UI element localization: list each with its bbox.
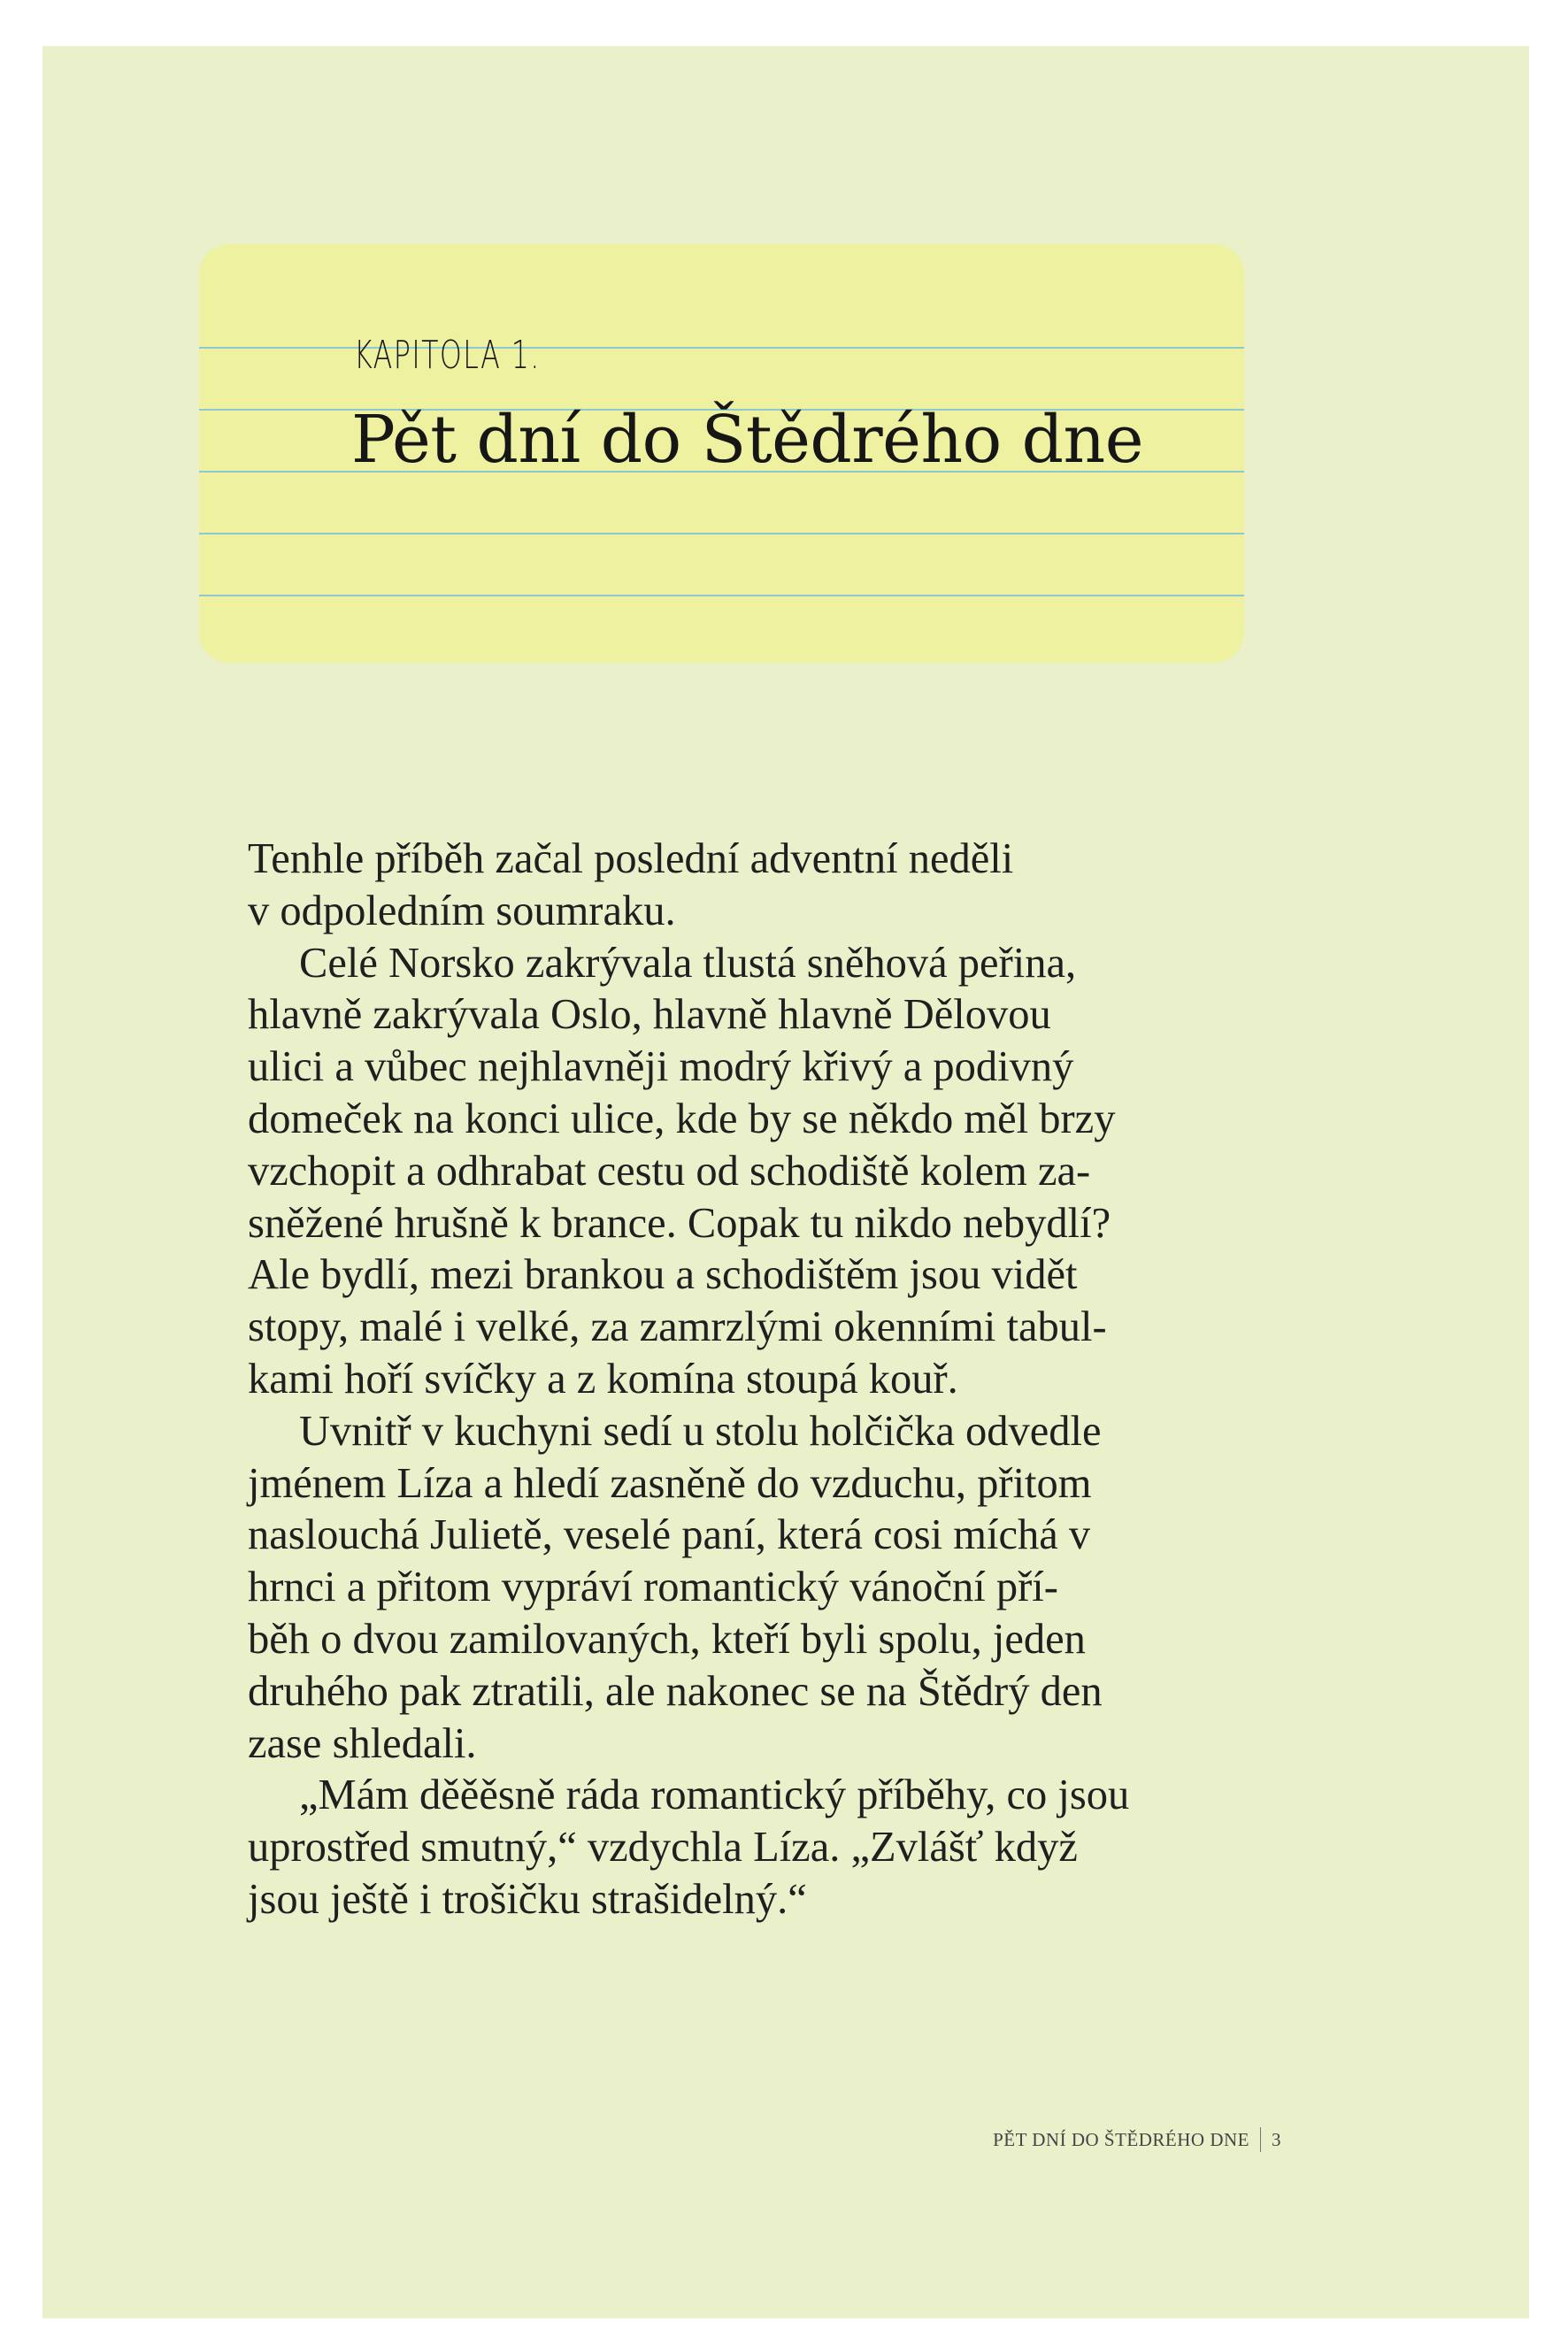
- text-line: v odpoledním soumraku.: [248, 887, 676, 934]
- text-line: „Mám děěěsně ráda romantický příběhy, co jsou: [299, 1772, 1130, 1819]
- ruled-line: [199, 595, 1244, 596]
- page-number: 3: [1272, 2128, 1281, 2150]
- text-line: Celé Norsko zakrývala tlustá sněhová peřina,: [299, 939, 1077, 987]
- text-line: naslouchá Julietě, veselé paní, která cosi míchá v: [248, 1511, 1091, 1559]
- chapter-heading-box: [199, 244, 1244, 663]
- text-line: kami hoří svíčky a z komína stoupá kouř.: [248, 1355, 958, 1403]
- text-line: jsou ještě i trošičku strašidelný.“: [248, 1875, 807, 1923]
- text-line: Tenhle příběh začal poslední adventní neděli: [248, 835, 1014, 882]
- text-line: druhého pak ztratili, ale nakonec se na Štědrý den: [248, 1667, 1103, 1715]
- text-line: sněžené hrušně k brance. Copak tu nikdo nebydlí?: [248, 1199, 1111, 1247]
- text-line: uprostřed smutný,“ vzdychla Líza. „Zvlášť když: [248, 1824, 1078, 1872]
- text-line: Ale bydlí, mezi brankou a schodištěm jsou vidět: [248, 1251, 1078, 1299]
- text-line: jménem Líza a hledí zasněně do vzduchu, přitom: [248, 1459, 1092, 1507]
- chapter-label: KAPITOLA 1.: [354, 333, 541, 378]
- page-footer: [927, 2127, 1281, 2152]
- book-page: [42, 46, 1529, 2318]
- text-line: běh o dvou zamilovaných, kteří byli spolu, jeden: [248, 1615, 1086, 1663]
- body-text: [248, 834, 1345, 1926]
- text-line: hlavně zakrývala Oslo, hlavně hlavně Dělovou: [248, 991, 1051, 1039]
- text-line: stopy, malé i velké, za zamrzlými okenními tabul-: [248, 1303, 1107, 1351]
- text-line: hrnci a přitom vypráví romantický vánoční pří-: [248, 1564, 1058, 1611]
- ruled-line: [199, 533, 1244, 534]
- running-title: PĚT DNÍ DO ŠTĚDRÉHO DNE: [993, 2128, 1249, 2150]
- chapter-title: Pět dní do Štědrého dne: [351, 402, 1143, 478]
- footer-separator: [1260, 2127, 1261, 2152]
- text-line: zase shledali.: [248, 1719, 477, 1767]
- text-line: Uvnitř v kuchyni sedí u stolu holčička odvedle: [299, 1407, 1102, 1455]
- text-line: ulici a vůbec nejhlavněji modrý křivý a podivný: [248, 1043, 1074, 1091]
- text-line: domeček na konci ulice, kde by se někdo měl brzy: [248, 1095, 1116, 1142]
- text-line: vzchopit a odhrabat cestu od schodiště kolem za-: [248, 1147, 1091, 1195]
